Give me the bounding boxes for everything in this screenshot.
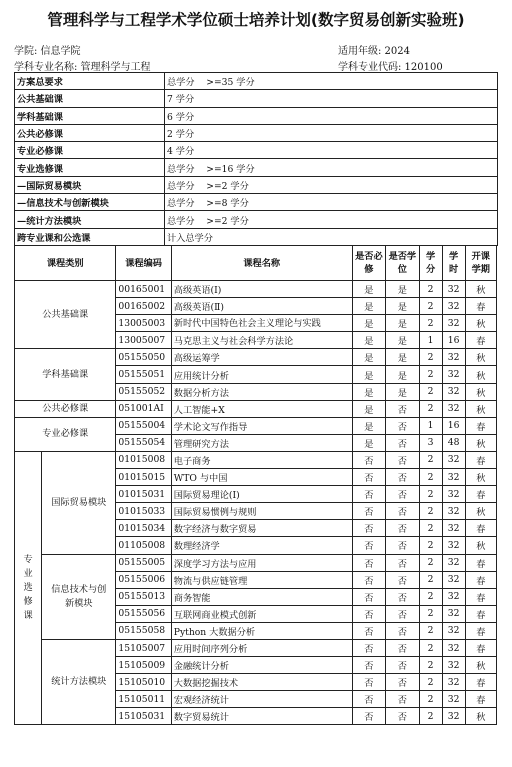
course-degree: 否 xyxy=(386,417,419,434)
requirement-row xyxy=(15,159,498,176)
course-credit: 2 xyxy=(419,554,442,571)
course-required: 否 xyxy=(352,588,385,605)
course-degree: 是 xyxy=(386,383,419,400)
course-term: 春 xyxy=(465,520,496,537)
course-term: 春 xyxy=(465,298,496,315)
category-cell: 统计方法模块 xyxy=(42,639,116,724)
course-term: 春 xyxy=(465,588,496,605)
page-title: 管理科学与工程学术学位硕士培养计划(数字贸易创新实验班) xyxy=(47,11,465,29)
category-cell: 专业必修课 xyxy=(15,417,116,451)
course-degree: 否 xyxy=(386,434,419,451)
course-credit: 2 xyxy=(419,639,442,656)
course-required: 否 xyxy=(352,503,385,520)
course-degree: 否 xyxy=(386,554,419,571)
course-name: 数字贸易统计 xyxy=(171,708,352,725)
requirement-value: 总学分 >=35 学分 xyxy=(165,73,498,90)
requirement-value: 总学分 >=8 学分 xyxy=(165,194,498,211)
course-name: 物流与供应链管理 xyxy=(171,571,352,588)
course-required: 是 xyxy=(352,349,385,366)
course-term: 春 xyxy=(465,639,496,656)
course-hours: 32 xyxy=(442,503,465,520)
course-code: 05155006 xyxy=(116,571,171,588)
course-name: 马克思主义与社会科学方法论 xyxy=(171,332,352,349)
course-credit: 2 xyxy=(419,366,442,383)
requirement-value: 总学分 >=2 学分 xyxy=(165,211,498,228)
course-name: 应用统计分析 xyxy=(171,366,352,383)
course-required: 否 xyxy=(352,537,385,554)
course-name: 应用时间序列分析 xyxy=(171,639,352,656)
course-code: 01015015 xyxy=(116,469,171,486)
course-code: 01015008 xyxy=(116,451,171,468)
course-term: 春 xyxy=(465,605,496,622)
course-hours: 32 xyxy=(442,486,465,503)
course-degree: 否 xyxy=(386,537,419,554)
course-credit: 2 xyxy=(419,383,442,400)
course-name: Python 大数据分析 xyxy=(171,622,352,639)
course-term: 秋 xyxy=(465,383,496,400)
course-name: 电子商务 xyxy=(171,451,352,468)
course-term: 春 xyxy=(465,674,496,691)
course-term: 秋 xyxy=(465,281,496,298)
course-term: 秋 xyxy=(465,400,496,417)
course-degree: 否 xyxy=(386,571,419,588)
course-name: 新时代中国特色社会主义理论与实践 xyxy=(171,315,352,332)
course-required: 是 xyxy=(352,281,385,298)
course-name: 大数据挖掘技术 xyxy=(171,674,352,691)
table-row xyxy=(15,400,497,417)
course-degree: 否 xyxy=(386,486,419,503)
course-required: 否 xyxy=(352,639,385,656)
course-name: 高级英语(Ⅱ) xyxy=(171,298,352,315)
course-required: 是 xyxy=(352,298,385,315)
course-name: 数据分析方法 xyxy=(171,383,352,400)
course-term: 秋 xyxy=(465,537,496,554)
course-code: 13005007 xyxy=(116,332,171,349)
course-hours: 32 xyxy=(442,605,465,622)
course-credit: 2 xyxy=(419,674,442,691)
course-code: 15105009 xyxy=(116,657,171,674)
course-degree: 是 xyxy=(386,298,419,315)
course-code: 01105008 xyxy=(116,537,171,554)
course-hours: 32 xyxy=(442,657,465,674)
category-cell: 公共基础课 xyxy=(15,281,116,349)
category-cell: 信息技术与创新模块 xyxy=(42,554,116,639)
course-credit: 2 xyxy=(419,281,442,298)
course-degree: 否 xyxy=(386,451,419,468)
course-name: 数字经济与数字贸易 xyxy=(171,520,352,537)
course-required: 是 xyxy=(352,383,385,400)
header-term: 开课学期 xyxy=(465,246,496,281)
course-hours: 32 xyxy=(442,383,465,400)
category-cell: 国际贸易模块 xyxy=(42,451,116,554)
course-name: 数理经济学 xyxy=(171,537,352,554)
course-code: 15105011 xyxy=(116,691,171,708)
course-hours: 32 xyxy=(442,520,465,537)
course-term: 春 xyxy=(465,554,496,571)
course-term: 秋 xyxy=(465,434,496,451)
course-code: 13005003 xyxy=(116,315,171,332)
table-row xyxy=(15,451,497,468)
requirement-row xyxy=(15,211,498,228)
course-name: 人工智能+X xyxy=(171,400,352,417)
course-required: 是 xyxy=(352,332,385,349)
course-required: 否 xyxy=(352,554,385,571)
course-term: 春 xyxy=(465,486,496,503)
course-hours: 16 xyxy=(442,332,465,349)
requirement-value: 7 学分 xyxy=(165,90,498,107)
course-credit: 2 xyxy=(419,622,442,639)
course-name: 互联网商业模式创新 xyxy=(171,605,352,622)
requirement-label: 公共基础课 xyxy=(15,90,165,107)
header-category: 课程类别 xyxy=(15,246,116,281)
header-code: 课程编码 xyxy=(116,246,171,281)
course-code: 05155052 xyxy=(116,383,171,400)
course-credit: 2 xyxy=(419,588,442,605)
course-hours: 32 xyxy=(442,554,465,571)
course-hours: 48 xyxy=(442,434,465,451)
requirement-label: 方案总要求 xyxy=(15,73,165,90)
course-required: 否 xyxy=(352,708,385,725)
course-degree: 否 xyxy=(386,469,419,486)
course-code: 05155004 xyxy=(116,417,171,434)
course-hours: 32 xyxy=(442,622,465,639)
course-credit: 2 xyxy=(419,315,442,332)
course-credit: 2 xyxy=(419,298,442,315)
course-term: 春 xyxy=(465,332,496,349)
requirement-value: 计入总学分 xyxy=(165,228,498,245)
course-hours: 32 xyxy=(442,469,465,486)
table-row xyxy=(15,554,497,571)
course-degree: 是 xyxy=(386,315,419,332)
course-degree: 否 xyxy=(386,691,419,708)
course-credit: 2 xyxy=(419,349,442,366)
course-name: WTO 与中国 xyxy=(171,469,352,486)
header-degree: 是否学位 xyxy=(386,246,419,281)
course-credit: 1 xyxy=(419,417,442,434)
course-required: 否 xyxy=(352,657,385,674)
requirement-value: 4 学分 xyxy=(165,142,498,159)
requirement-label: —信息技术与创新模块 xyxy=(15,194,165,211)
course-credit: 2 xyxy=(419,451,442,468)
course-code: 00165002 xyxy=(116,298,171,315)
course-credit: 2 xyxy=(419,571,442,588)
course-credit: 2 xyxy=(419,605,442,622)
course-hours: 32 xyxy=(442,366,465,383)
course-hours: 32 xyxy=(442,315,465,332)
course-credit: 2 xyxy=(419,469,442,486)
course-code: 051001AI xyxy=(116,400,171,417)
course-term: 春 xyxy=(465,451,496,468)
course-code: 05155051 xyxy=(116,366,171,383)
requirement-row xyxy=(15,124,498,141)
course-name: 深度学习方法与应用 xyxy=(171,554,352,571)
course-credit: 2 xyxy=(419,537,442,554)
course-required: 否 xyxy=(352,571,385,588)
requirement-value: 6 学分 xyxy=(165,107,498,124)
course-degree: 否 xyxy=(386,657,419,674)
course-hours: 32 xyxy=(442,281,465,298)
table-row xyxy=(15,349,497,366)
course-required: 否 xyxy=(352,674,385,691)
course-code: 05155050 xyxy=(116,349,171,366)
requirement-label: 专业选修课 xyxy=(15,159,165,176)
course-credit: 2 xyxy=(419,691,442,708)
course-hours: 32 xyxy=(442,349,465,366)
requirement-row xyxy=(15,73,498,90)
requirement-label: 学科基础课 xyxy=(15,107,165,124)
header-name: 课程名称 xyxy=(171,246,352,281)
requirement-label: —统计方法模块 xyxy=(15,211,165,228)
course-degree: 是 xyxy=(386,281,419,298)
course-credit: 1 xyxy=(419,332,442,349)
category-cell-major-elective: 专业选修课 xyxy=(15,451,42,725)
course-hours: 32 xyxy=(442,674,465,691)
course-hours: 32 xyxy=(442,639,465,656)
course-term: 春 xyxy=(465,691,496,708)
course-credit: 2 xyxy=(419,708,442,725)
requirement-value: 2 学分 xyxy=(165,124,498,141)
table-row xyxy=(15,281,497,298)
course-term: 秋 xyxy=(465,708,496,725)
course-code: 15105007 xyxy=(116,639,171,656)
course-required: 是 xyxy=(352,434,385,451)
course-degree: 是 xyxy=(386,332,419,349)
requirement-row xyxy=(15,142,498,159)
course-hours: 32 xyxy=(442,537,465,554)
credit-requirements-table xyxy=(14,72,498,246)
college-label: 学院: 信息学院 xyxy=(14,46,81,57)
course-degree: 否 xyxy=(386,520,419,537)
course-name: 学术论文写作指导 xyxy=(171,417,352,434)
course-degree: 是 xyxy=(386,349,419,366)
course-term: 秋 xyxy=(465,503,496,520)
course-code: 15105010 xyxy=(116,674,171,691)
header-credit: 学分 xyxy=(419,246,442,281)
course-name: 金融统计分析 xyxy=(171,657,352,674)
requirement-value: 总学分 >=16 学分 xyxy=(165,159,498,176)
requirement-label: 跨专业课和公选课 xyxy=(15,228,165,245)
course-required: 是 xyxy=(352,366,385,383)
course-term: 春 xyxy=(465,571,496,588)
course-code: 05155005 xyxy=(116,554,171,571)
course-required: 是 xyxy=(352,400,385,417)
course-required: 否 xyxy=(352,469,385,486)
course-term: 秋 xyxy=(465,315,496,332)
course-credit: 2 xyxy=(419,400,442,417)
course-required: 否 xyxy=(352,622,385,639)
course-code: 15105031 xyxy=(116,708,171,725)
course-code: 05155058 xyxy=(116,622,171,639)
grade-label: 适用年级: 2024 xyxy=(338,46,410,57)
course-name: 高级运筹学 xyxy=(171,349,352,366)
course-name: 宏观经济统计 xyxy=(171,691,352,708)
course-credit: 2 xyxy=(419,486,442,503)
course-code: 01015031 xyxy=(116,486,171,503)
course-degree: 否 xyxy=(386,503,419,520)
requirement-row xyxy=(15,176,498,193)
requirement-row xyxy=(15,228,498,245)
course-degree: 否 xyxy=(386,605,419,622)
course-code: 01015034 xyxy=(116,520,171,537)
major-label: 学科专业名称: 管理科学与工程 xyxy=(14,62,151,73)
course-hours: 32 xyxy=(442,451,465,468)
category-cell: 公共必修课 xyxy=(15,400,116,417)
course-name: 高级英语(Ⅰ) xyxy=(171,281,352,298)
course-name: 国际贸易惯例与规则 xyxy=(171,503,352,520)
course-degree: 否 xyxy=(386,639,419,656)
course-term: 秋 xyxy=(465,469,496,486)
course-hours: 32 xyxy=(442,691,465,708)
course-degree: 否 xyxy=(386,588,419,605)
course-degree: 否 xyxy=(386,400,419,417)
course-credit: 3 xyxy=(419,434,442,451)
course-name: 国际贸易理论(Ⅰ) xyxy=(171,486,352,503)
requirement-value: 总学分 >=2 学分 xyxy=(165,176,498,193)
course-term: 秋 xyxy=(465,366,496,383)
course-code: 05155056 xyxy=(116,605,171,622)
requirement-label: 公共必修课 xyxy=(15,124,165,141)
category-cell: 学科基础课 xyxy=(15,349,116,400)
course-credit: 2 xyxy=(419,503,442,520)
table-row xyxy=(15,639,497,656)
course-degree: 是 xyxy=(386,366,419,383)
course-required: 是 xyxy=(352,417,385,434)
course-hours: 16 xyxy=(442,417,465,434)
course-credit: 2 xyxy=(419,657,442,674)
requirement-label: 专业必修课 xyxy=(15,142,165,159)
requirement-row xyxy=(15,194,498,211)
header-hours: 学时 xyxy=(442,246,465,281)
course-term: 秋 xyxy=(465,657,496,674)
course-name: 商务智能 xyxy=(171,588,352,605)
course-term: 春 xyxy=(465,417,496,434)
header-required: 是否必修 xyxy=(352,246,385,281)
course-table xyxy=(14,245,497,725)
course-required: 否 xyxy=(352,520,385,537)
requirement-row xyxy=(15,107,498,124)
course-term: 秋 xyxy=(465,349,496,366)
course-required: 是 xyxy=(352,315,385,332)
course-hours: 32 xyxy=(442,571,465,588)
course-required: 否 xyxy=(352,451,385,468)
course-code: 00165001 xyxy=(116,281,171,298)
course-degree: 否 xyxy=(386,708,419,725)
course-required: 否 xyxy=(352,605,385,622)
course-degree: 否 xyxy=(386,622,419,639)
table-header-row xyxy=(15,246,497,281)
course-hours: 32 xyxy=(442,400,465,417)
course-hours: 32 xyxy=(442,708,465,725)
major-code-label: 学科专业代码: 120100 xyxy=(338,62,443,73)
table-row xyxy=(15,417,497,434)
course-hours: 32 xyxy=(442,298,465,315)
course-credit: 2 xyxy=(419,520,442,537)
course-required: 否 xyxy=(352,691,385,708)
course-code: 05155054 xyxy=(116,434,171,451)
requirement-label: —国际贸易模块 xyxy=(15,176,165,193)
course-code: 01015033 xyxy=(116,503,171,520)
course-required: 否 xyxy=(352,486,385,503)
course-name: 管理研究方法 xyxy=(171,434,352,451)
course-term: 春 xyxy=(465,622,496,639)
requirement-row xyxy=(15,90,498,107)
course-code: 05155013 xyxy=(116,588,171,605)
course-degree: 否 xyxy=(386,674,419,691)
course-hours: 32 xyxy=(442,588,465,605)
